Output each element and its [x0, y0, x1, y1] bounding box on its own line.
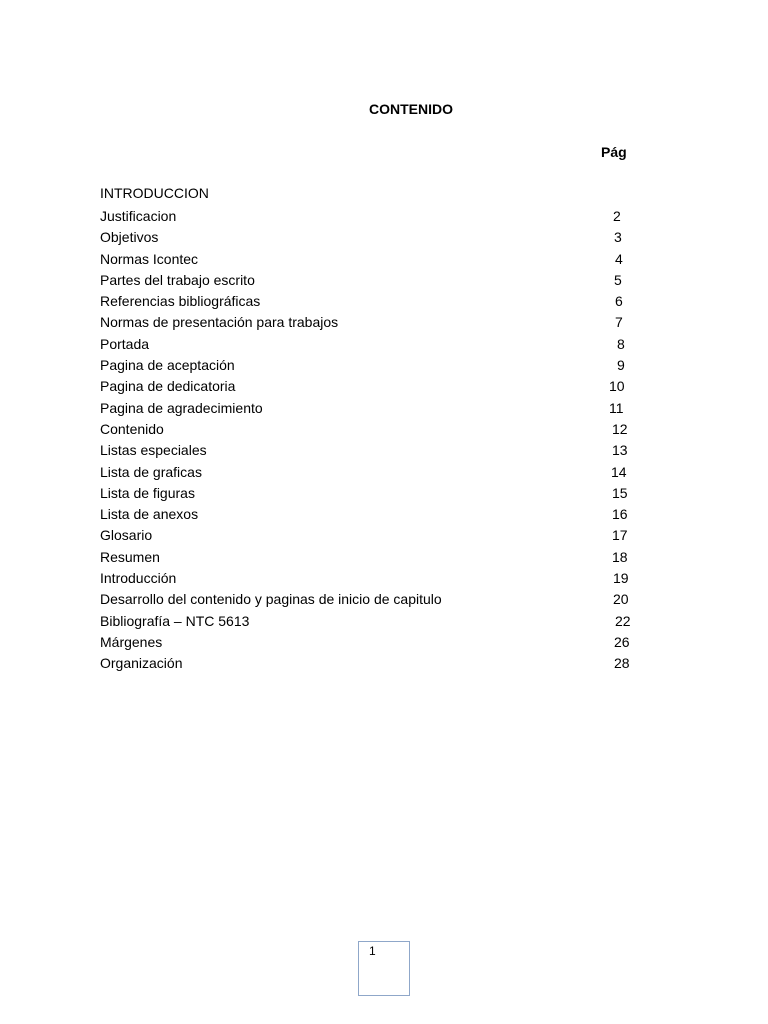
toc-entry-label: Resumen: [100, 548, 160, 565]
toc-entry-page: 17: [612, 527, 628, 544]
toc-entry-page: 10: [609, 378, 625, 395]
toc-entry-page: 26: [614, 633, 630, 650]
toc-entry-page: 18: [612, 548, 628, 565]
toc-entry: [100, 270, 660, 291]
toc-entry-label: Lista de figuras: [100, 484, 195, 501]
toc-entry-page: 16: [612, 506, 628, 523]
toc-entry: [100, 312, 660, 333]
toc-entry-page: 5: [614, 271, 622, 288]
toc-entry-page: 13: [612, 442, 628, 459]
toc-entry: [100, 483, 660, 504]
toc-entry-page: 14: [611, 463, 627, 480]
toc-entry-page: 4: [615, 250, 623, 267]
toc-entry-label: Márgenes: [100, 633, 163, 650]
toc-entry-label: Pagina de agradecimiento: [100, 399, 263, 416]
toc-entry-label: Justificacion: [100, 208, 177, 224]
footer-page-number: 1: [369, 944, 376, 958]
toc-entry-label: Listas especiales: [100, 442, 207, 459]
toc-entry-label: Desarrollo del contenido y paginas de inicio de capitulo: [100, 591, 442, 608]
toc-entry: [100, 611, 660, 632]
toc-entry: [100, 589, 660, 610]
toc-entry: [100, 291, 660, 312]
toc-entry-label: Pagina de dedicatoria: [100, 378, 236, 395]
toc-entry: [100, 227, 660, 248]
toc-entry: [100, 632, 660, 653]
toc-entry-page: 15: [612, 484, 628, 501]
toc-entry-page: 11: [609, 399, 624, 416]
toc-entry-label: Organización: [100, 655, 183, 672]
toc-entry-page: 20: [613, 591, 629, 608]
toc-entry-page: 8: [617, 335, 625, 352]
toc-entry: [100, 440, 660, 461]
toc-entry-page: 2: [613, 208, 621, 224]
toc-entry: [100, 653, 660, 674]
toc-entry: [100, 355, 660, 376]
toc-entry-page: 6: [615, 293, 623, 310]
toc-entry-page: 9: [617, 357, 625, 374]
toc-entry: [100, 504, 660, 525]
toc-entry: [100, 568, 660, 589]
toc-entry: [100, 462, 660, 483]
toc-entry-label: Lista de graficas: [100, 463, 202, 480]
toc-entry-page: 12: [612, 420, 628, 437]
toc-entry-label: Pagina de aceptación: [100, 357, 235, 374]
toc-entry: [100, 249, 660, 270]
toc-entry-label: Normas de presentación para trabajos: [100, 314, 339, 331]
toc-entry: [100, 525, 660, 546]
toc-entry: [100, 547, 660, 568]
toc-entry: [100, 419, 660, 440]
toc-entry-label: Portada: [100, 335, 150, 352]
toc-entry: [100, 206, 660, 227]
toc-section-heading: INTRODUCCION: [100, 185, 209, 201]
toc-entry-label: Normas Icontec: [100, 250, 199, 267]
toc-entry-page: 22: [615, 612, 631, 629]
footer-page-number-box: [358, 941, 410, 996]
toc-entry-label: Glosario: [100, 527, 153, 544]
table-of-contents: [100, 206, 660, 675]
toc-entry: [100, 376, 660, 397]
toc-entry-label: Objetivos: [100, 229, 159, 246]
toc-entry-label: Contenido: [100, 420, 164, 437]
toc-entry-label: Introducción: [100, 570, 177, 587]
page-column-header: Pág: [601, 144, 627, 160]
toc-entry-label: Partes del trabajo escrito: [100, 271, 255, 288]
toc-entry: [100, 398, 660, 419]
toc-entry-page: 7: [615, 314, 623, 331]
toc-entry-page: 3: [614, 229, 622, 246]
toc-entry-label: Referencias bibliográficas: [100, 293, 261, 310]
page-title: CONTENIDO: [369, 101, 453, 117]
toc-entry-page: 19: [613, 570, 629, 587]
toc-entry-page: 28: [614, 655, 630, 672]
toc-entry: [100, 334, 660, 355]
toc-entry-label: Lista de anexos: [100, 506, 199, 523]
toc-entry-label: Bibliografía – NTC 5613: [100, 612, 250, 629]
